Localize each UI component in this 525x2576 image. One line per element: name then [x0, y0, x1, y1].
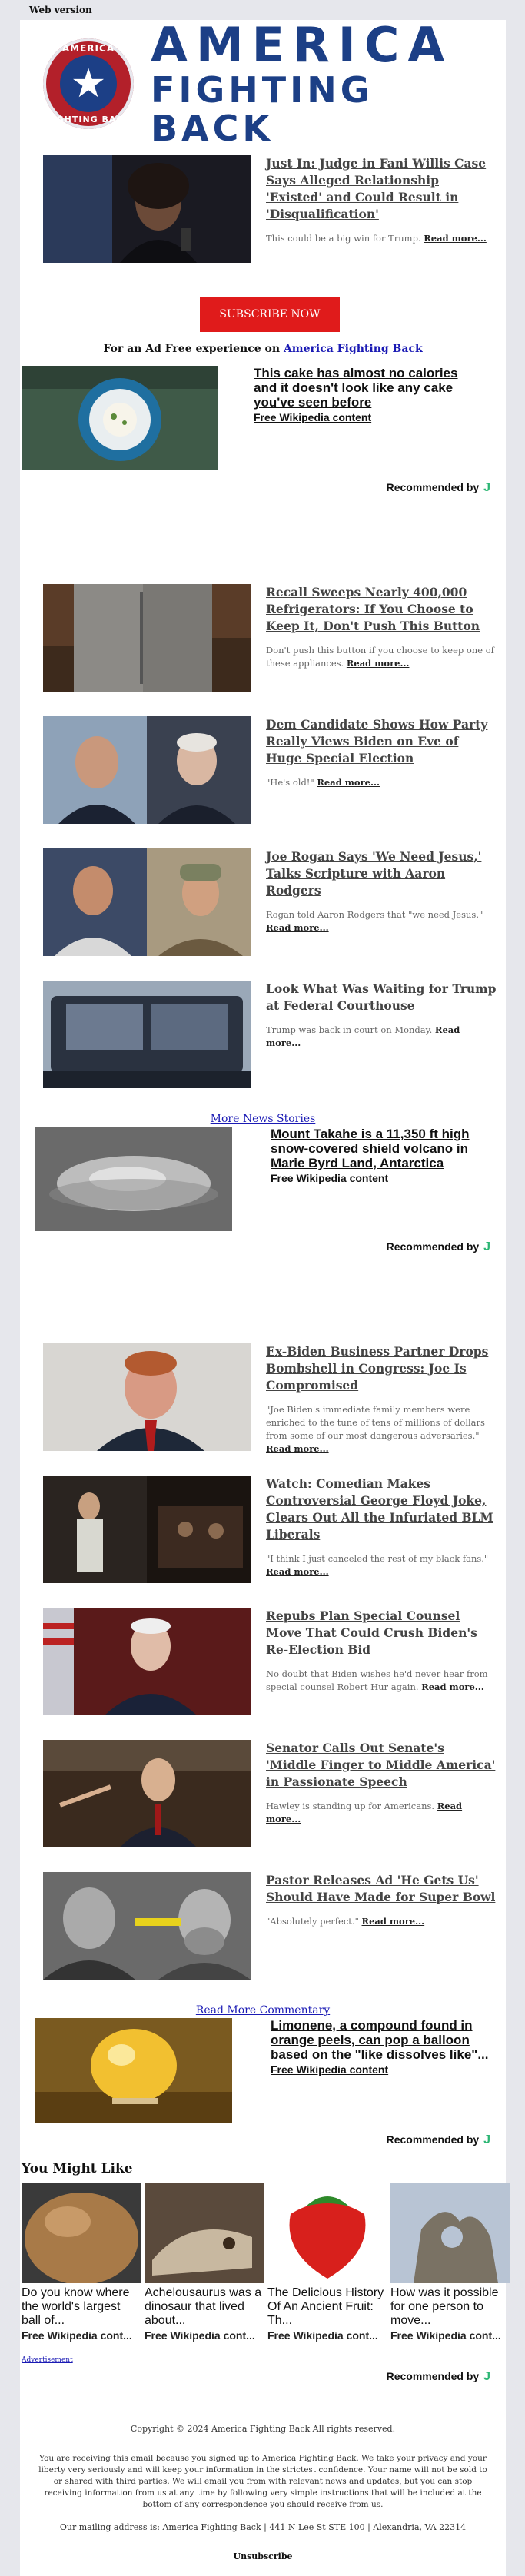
recommended-by[interactable]: Recommended by J: [386, 481, 490, 494]
article-thumbnail[interactable]: [43, 1343, 251, 1451]
recommended-by[interactable]: Recommended by J: [386, 1240, 490, 1253]
sponsored-image[interactable]: [22, 366, 218, 470]
recommended-logo-icon: J: [483, 1240, 490, 1253]
article-item: [43, 848, 497, 956]
masthead[interactable]: [43, 17, 497, 149]
you-might-like-caption[interactable]: How was it possible for one person to move...: [390, 2286, 499, 2327]
you-might-like-source: Free Wikipedia cont...: [22, 2329, 132, 2342]
article-item: [43, 1872, 497, 1980]
you-might-like-caption[interactable]: Do you know where the world's largest ball of...: [22, 2286, 130, 2327]
sponsored-item: [20, 366, 506, 496]
read-more-link[interactable]: Read more...: [346, 658, 410, 669]
you-might-like-source: Free Wikipedia cont...: [390, 2329, 501, 2342]
read-more-link[interactable]: Read more...: [361, 1916, 425, 1927]
article-excerpt: No doubt that Biden wishes he'd never hear from special counsel Robert Hur again. Read more...: [266, 1668, 488, 1692]
sponsored-image[interactable]: [35, 1127, 232, 1231]
recommended-logo-icon: J: [483, 2370, 490, 2383]
logo-ring-bottom: FIGHTING BACK: [46, 115, 131, 124]
read-more-link[interactable]: Read more...: [424, 233, 487, 244]
article-excerpt: Don't push this button if you choose to keep one of these appliances. Read more...: [266, 645, 494, 669]
you-might-like-image[interactable]: [390, 2183, 510, 2283]
star-icon: ★: [60, 55, 117, 112]
article-text: [266, 155, 497, 245]
you-might-like-card[interactable]: [22, 2183, 141, 2342]
read-more-link[interactable]: Read more...: [421, 1681, 484, 1692]
article-item: [43, 1740, 497, 1847]
read-more-link[interactable]: Read more...: [266, 922, 329, 933]
article-excerpt: Rogan told Aaron Rodgers that "we need Jesus." Read more...: [266, 909, 483, 933]
article-excerpt: Trump was back in court on Monday. Read more...: [266, 1024, 460, 1048]
article-excerpt: This could be a big win for Trump. Read more...: [266, 233, 487, 244]
footer-mailing-address: Our mailing address is: America Fighting Back | 441 N Lee St STE 100 | Alexandria, VA 22314: [59, 2522, 467, 2532]
you-might-like-card[interactable]: [267, 2183, 387, 2342]
article-text: [266, 981, 497, 1050]
read-more-link[interactable]: Read more...: [266, 1024, 460, 1048]
article-text: [266, 584, 497, 670]
article-title[interactable]: Just In: Judge in Fani Willis Case Says Alleged Relationship 'Existed' and Could Result in 'Disqualification': [266, 156, 487, 221]
article-thumbnail[interactable]: [43, 848, 251, 956]
sponsored-title[interactable]: Limonene, a compound found in orange peels, can pop a balloon based on the "like dissolves like"...: [271, 2018, 489, 2062]
article-thumbnail[interactable]: [43, 981, 251, 1088]
sponsored-title[interactable]: Mount Takahe is a 11,350 ft high snow-covered shield volcano in Marie Byrd Land, Antarctica: [271, 1127, 470, 1170]
article-thumbnail[interactable]: [43, 1608, 251, 1715]
article-item: [43, 716, 497, 824]
you-might-like-caption[interactable]: Achelousaurus was a dinosaur that lived about...: [145, 2286, 262, 2327]
you-might-like-image[interactable]: [267, 2183, 387, 2283]
article-text: [266, 1343, 497, 1456]
article-title[interactable]: Dem Candidate Shows How Party Really Views Biden on Eve of Huge Special Election: [266, 717, 488, 765]
sponsored-source[interactable]: Free Wikipedia content: [271, 1172, 389, 1184]
sponsored-item: [20, 2018, 506, 2149]
article-text: [266, 1608, 497, 1694]
brand-wordmark: [151, 17, 497, 149]
recommended-by[interactable]: Recommended by J: [386, 2133, 490, 2146]
article-title[interactable]: Joe Rogan Says 'We Need Jesus,' Talks Scripture with Aaron Rodgers: [266, 849, 482, 898]
more-commentary-link[interactable]: Read More Commentary: [195, 2004, 331, 2017]
article-text: [266, 1476, 497, 1578]
article-title[interactable]: Repubs Plan Special Counsel Move That Could Crush Biden's Re-Election Bid: [266, 1608, 477, 1657]
subscribe-button[interactable]: SUBSCRIBE NOW: [200, 297, 340, 332]
article-title[interactable]: Ex-Biden Business Partner Drops Bombshell in Congress: Joe Is Compromised: [266, 1344, 489, 1393]
article-thumbnail[interactable]: [43, 716, 251, 824]
article-excerpt: "Joe Biden's immediate family members were enriched to the tune of tens of millions of dollars from some of our most dangerous adversaries." Read more...: [266, 1404, 485, 1454]
brand-logo: [43, 38, 134, 129]
you-might-like-heading: You Might Like: [22, 2161, 133, 2176]
footer-notice: You are receiving this email because you signed up to America Fighting Back. We take your privacy and your liberty very seriously and will keep your information in the strictest confidence. Your name will not be sold to or shared with third parties. We will email you from with relevant news and updates, but you can stop receiving information from us at any time by following very simple instructions that will be included at the bottom of any correspondence you should receive from us.: [38, 2454, 487, 2509]
you-might-like-caption[interactable]: The Delicious History Of An Ancient Fruit: Th...: [267, 2286, 384, 2327]
article-item: [43, 1608, 497, 1715]
you-might-like-source: Free Wikipedia cont...: [267, 2329, 378, 2342]
read-more-link[interactable]: Read more...: [317, 777, 380, 788]
article-excerpt: "I think I just canceled the rest of my black fans." Read more...: [266, 1553, 489, 1577]
footer-copyright: Copyright © 2024 America Fighting Back All rights reserved.: [130, 2424, 396, 2434]
article-item: [43, 1343, 497, 1454]
article-item: [43, 155, 497, 263]
sponsored-text: [254, 366, 484, 423]
brand-line-2: FIGHTING BACK: [151, 69, 374, 149]
recommended-logo-icon: J: [483, 2133, 490, 2146]
sponsored-source[interactable]: Free Wikipedia content: [271, 2063, 389, 2076]
read-more-link[interactable]: Read more...: [266, 1801, 463, 1824]
you-might-like-image[interactable]: [22, 2183, 141, 2283]
article-text: [266, 848, 497, 934]
more-news-link[interactable]: More News Stories: [210, 1113, 316, 1125]
read-more-link[interactable]: Read more...: [266, 1566, 329, 1577]
article-excerpt: "He's old!" Read more...: [266, 777, 380, 788]
sponsored-item: [20, 1127, 506, 1257]
article-thumbnail[interactable]: [43, 584, 251, 692]
brand-line-1: AMERICA: [151, 17, 454, 73]
recommended-logo-icon: J: [483, 481, 490, 494]
you-might-like-grid: [22, 2183, 513, 2342]
ad-free-notice: For an Ad Free experience on America Fighting Back: [103, 343, 423, 355]
sponsored-text: [271, 1127, 501, 1184]
unsubscribe-link[interactable]: Unsubscribe: [233, 2551, 293, 2561]
advertisement-link[interactable]: Advertisement: [22, 2356, 73, 2364]
sponsored-source[interactable]: Free Wikipedia content: [254, 411, 372, 423]
you-might-like-card[interactable]: [145, 2183, 264, 2342]
you-might-like-image[interactable]: [145, 2183, 264, 2283]
sponsored-title[interactable]: This cake has almost no calories and it doesn't look like any cake you've seen before: [254, 366, 458, 410]
article-excerpt: Hawley is standing up for Americans. Read more...: [266, 1801, 463, 1824]
article-item: [43, 1476, 497, 1583]
sponsored-image[interactable]: [35, 2018, 232, 2123]
article-title[interactable]: Recall Sweeps Nearly 400,000 Refrigerators: If You Choose to Keep It, Don't Push This Button: [266, 585, 480, 633]
you-might-like-source: Free Wikipedia cont...: [145, 2329, 255, 2342]
article-thumbnail[interactable]: [43, 155, 251, 263]
article-thumbnail[interactable]: [43, 1740, 251, 1847]
article-title[interactable]: Watch: Comedian Makes Controversial George Floyd Joke, Clears Out All the Infuriated BLM Liberals: [266, 1476, 493, 1542]
read-more-link[interactable]: Read more...: [266, 1443, 329, 1454]
article-title[interactable]: Senator Calls Out Senate's 'Middle Finger to Middle America' in Passionate Speech: [266, 1741, 496, 1789]
article-text: [266, 716, 497, 789]
article-item: [43, 584, 497, 692]
recommended-by[interactable]: Recommended by J: [386, 2370, 490, 2383]
article-title[interactable]: Look What Was Waiting for Trump at Federal Courthouse: [266, 981, 497, 1013]
article-item: [43, 981, 497, 1088]
article-text: [266, 1872, 497, 1928]
sponsored-text: [271, 2018, 501, 2076]
article-thumbnail[interactable]: [43, 1476, 251, 1583]
logo-ring-top: AMERICA: [61, 43, 115, 54]
article-excerpt: "Absolutely perfect." Read more...: [266, 1916, 425, 1927]
article-thumbnail[interactable]: [43, 1872, 251, 1980]
article-text: [266, 1740, 497, 1826]
you-might-like-card[interactable]: [390, 2183, 510, 2342]
article-title[interactable]: Pastor Releases Ad 'He Gets Us' Should Have Made for Super Bowl: [266, 1873, 496, 1904]
web-version-link[interactable]: Web version: [29, 5, 92, 15]
email-body: [20, 17, 506, 2576]
ad-free-link[interactable]: America Fighting Back: [283, 343, 423, 355]
